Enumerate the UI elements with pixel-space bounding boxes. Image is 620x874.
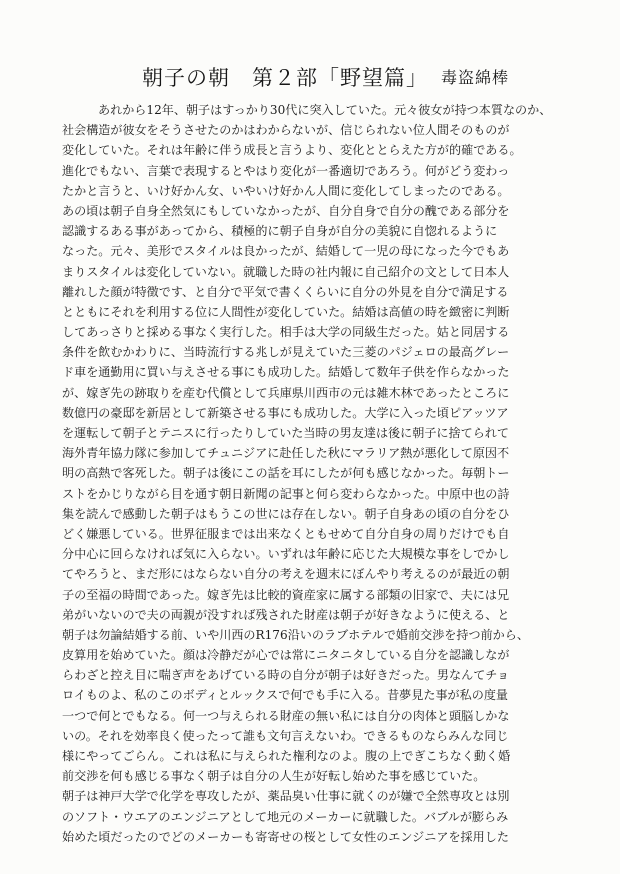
text-line: 一つで何とでもなる。何一つ与えられる財産の無い私には自分の肉体と頭脳しかな	[62, 708, 510, 723]
text-line: 条件を飲むかわりに、当時流行する兆しが見えていた三菱のパジェロの最高グレー	[62, 345, 510, 360]
text-line: 認識するある事があってから、積極的に朝子自身が自分の美貌に自惚れるように	[62, 224, 498, 239]
text-line: あの頃は朝子自身全然気にもしていなかったが、自分自身で自分の醜である部分を	[62, 203, 510, 218]
text-line: 進化でもない、言葉で表現するとやはり変化が一番適切であろう。何がどう変わっ	[62, 163, 510, 178]
text-line: いの。それを効率良く使ったって誰も文句言えないわ。できるものならみんな同じ	[62, 728, 509, 743]
text-line: 朝子は勿論結婚する前、いや川西のR176沿いのラブホテルで婚前交渉を持つ前から、	[62, 627, 529, 642]
text-line: 集を読んで感動した朝子はもうこの世には存在しない。朝子自身あの頃の自分をひ	[62, 506, 510, 521]
text-line: 数億円の豪邸を新居として新築させる事にも成功した。大学に入った頃ピアッツア	[62, 405, 509, 420]
text-line: たかと言うと、いけ好かん女、いやいけ好かん人間に変化してしまったのである。	[62, 183, 510, 198]
text-line: が、嫁ぎ先の跡取りを産む代償として兵庫県川西市の元は雑木林であったところに	[62, 385, 510, 400]
text-line: を運転して朝子とテニスに行ったりしていた当時の男友達は後に朝子に捨てられて	[62, 426, 509, 440]
text-line: なった。元々、美形でスタイルは良かったが、結婚して一児の母になった今でもあ	[62, 244, 510, 259]
text-line: とともにそれを利用する位に人間性が変化していた。結婚は高値の時を緻密に判断	[62, 304, 510, 319]
text-line: 弟がいないので夫の両親が没すれば残された財産は朝子が好きなように使える、と	[62, 607, 510, 622]
author-name: 毒盗綿棒	[441, 68, 510, 87]
text-line: 社会構造が彼女をそうさせたのかはわからないが、信じられない位人間そのものが	[62, 123, 510, 138]
body-text	[62, 100, 582, 847]
text-line: 変化していた。それは年齢に伴う成長と言うより、変化ととらえた方が的確である。	[62, 143, 522, 158]
text-line: 前交渉を何も感じる事なく朝子は自分の人生が好転し始めた事を感じていた。	[62, 769, 486, 784]
text-line: ストをかじりながら目を通す朝日新聞の記事と何ら変わらなかった。中原中也の詩	[62, 486, 510, 501]
text-line: 離れした顔が特徴です、と自分で平気で書くくらいに自分の外見を自分で満足する	[62, 284, 509, 299]
text-line: 海外青年協力隊に参加してチュニジアに赴任した秋にマラリア熱が悪化して原因不	[62, 446, 510, 461]
text-line: してあっさりと採める事なく実行した。相手は大学の同級生だった。姑と同居する	[62, 325, 510, 340]
text-line: 様にやってごらん。これは私に与えられた権利なのよ。腹の上でぎこちなく動く婚	[62, 749, 511, 763]
text-line: 分中心に回らなければ気に入らない。いずれは年齢に応じた大規模な事をしでかし	[62, 547, 510, 562]
text-line: らわざと控え目に喘ぎ声をあげている時の自分が朝子は好きだった。男なんてチョ	[62, 668, 510, 683]
text-line: 子の至福の時間であった。嫁ぎ先は比較的資産家に属する部類の旧家で、夫には兄	[62, 587, 510, 602]
text-line: のソフト・ウエアのエンジニアとして地元のメーカーに就職した。バブルが膨らみ	[62, 809, 509, 824]
text-line: 皮算用を始めていた。顔は冷静だが心では常にニタニタしている自分を認識しなが	[62, 648, 510, 663]
document-title: 朝子の朝 第２部「野望篇」	[142, 66, 428, 90]
text-line: ド車を通勤用に買い与えさせる事にも成功した。結婚して数年子供を作らなかった	[62, 365, 510, 380]
text-line: あれから12年、朝子はすっかり30代に突入していた。元々彼女が持つ本質なのか、	[98, 103, 552, 117]
title-row	[0, 62, 620, 92]
text-line: どく嫌悪している。世界征服までは出来なくともせめて自分自身の周りだけでも自	[62, 526, 510, 541]
text-line: 朝子は神戸大学で化学を専攻したが、薬品臭い仕事に就くのが嫌で全然専攻とは別	[62, 789, 510, 804]
text-line: ロイものよ、私のこのボディとルックスで何でも手に入る。昔夢見た事が私の度量	[62, 688, 509, 703]
text-line: 始めた頃だったのでどのメーカーも寄寄せの桜として女性のエンジニアを採用した	[62, 829, 509, 844]
text-line: 明の高熱で客死した。朝子は後にこの話を耳にしたが何も感じなかった。毎朝トー	[62, 466, 510, 481]
text-line: まりスタイルは変化していない。就職した時の社内報に自己紹介の文として日本人	[62, 264, 510, 279]
text-line: てやろうと、まだ形にはならない自分の考えを週末にぼんやり考えるのが最近の朝	[62, 567, 510, 582]
